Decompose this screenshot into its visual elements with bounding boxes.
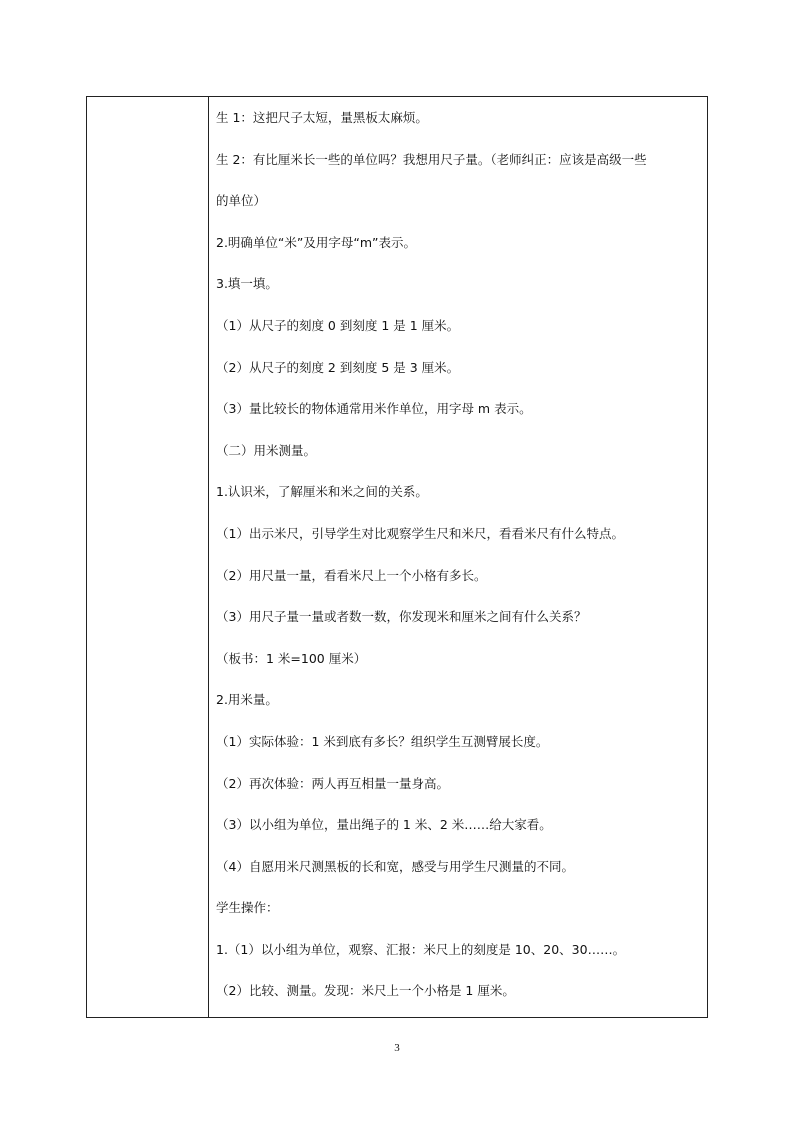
text-line: （2）用尺量一量，看看米尺上一个小格有多长。	[216, 567, 487, 583]
text-line: （2）从尺子的刻度 2 到刻度 5 是 3 厘米。	[216, 359, 460, 375]
text-line: 生 1：这把尺子太短，量黑板太麻烦。	[216, 110, 428, 125]
text-line: （2）再次体验：两人再互相量一量身高。	[216, 775, 449, 791]
text-line: 学生操作：	[216, 900, 279, 916]
text-line: 2.明确单位“米”及用字母“m”表示。	[216, 234, 417, 250]
text-line: 1.认识米，了解厘米和米之间的关系。	[216, 484, 428, 500]
text-line: 的单位）	[216, 193, 267, 209]
text-line: （1）出示米尺，引导学生对比观察学生尺和米尺，看看米尺有什么特点。	[216, 525, 624, 541]
text-line: 2.用米量。	[216, 692, 278, 708]
text-line: （1）从尺子的刻度 0 到刻度 1 是 1 厘米。	[216, 317, 460, 333]
board-note: （板书：1 米=100 厘米）	[216, 650, 367, 666]
text-line: （2）比较、测量。发现：米尺上一个小格是 1 厘米。	[216, 983, 515, 999]
text-line: （4）自愿用米尺测黑板的长和宽，感受与用学生尺测量的不同。	[216, 858, 574, 874]
text-line: 1.（1）以小组为单位，观察、汇报：米尺上的刻度是 10、20、30……。	[216, 941, 626, 957]
text-line: 生 2：有比厘米长一些的单位吗？我想用尺子量。（老师纠正：应该是高级一些	[216, 151, 647, 167]
text-line: （3）量比较长的物体通常用米作单位，用字母 m 表示。	[216, 401, 532, 417]
section-heading: （二）用米测量。	[216, 442, 317, 458]
text-line: （1）实际体验：1 米到底有多长？组织学生互测臂展长度。	[216, 733, 549, 749]
table-column-divider	[208, 96, 209, 1018]
text-line: （3）以小组为单位，量出绳子的 1 米、2 米……给大家看。	[216, 817, 552, 833]
lesson-content-cell	[216, 104, 704, 1019]
page-number: 3	[394, 1042, 400, 1054]
text-line: 3.填一填。	[216, 276, 278, 292]
text-line: （3）用尺子量一量或者数一数，你发现米和厘米之间有什么关系？	[216, 609, 587, 625]
